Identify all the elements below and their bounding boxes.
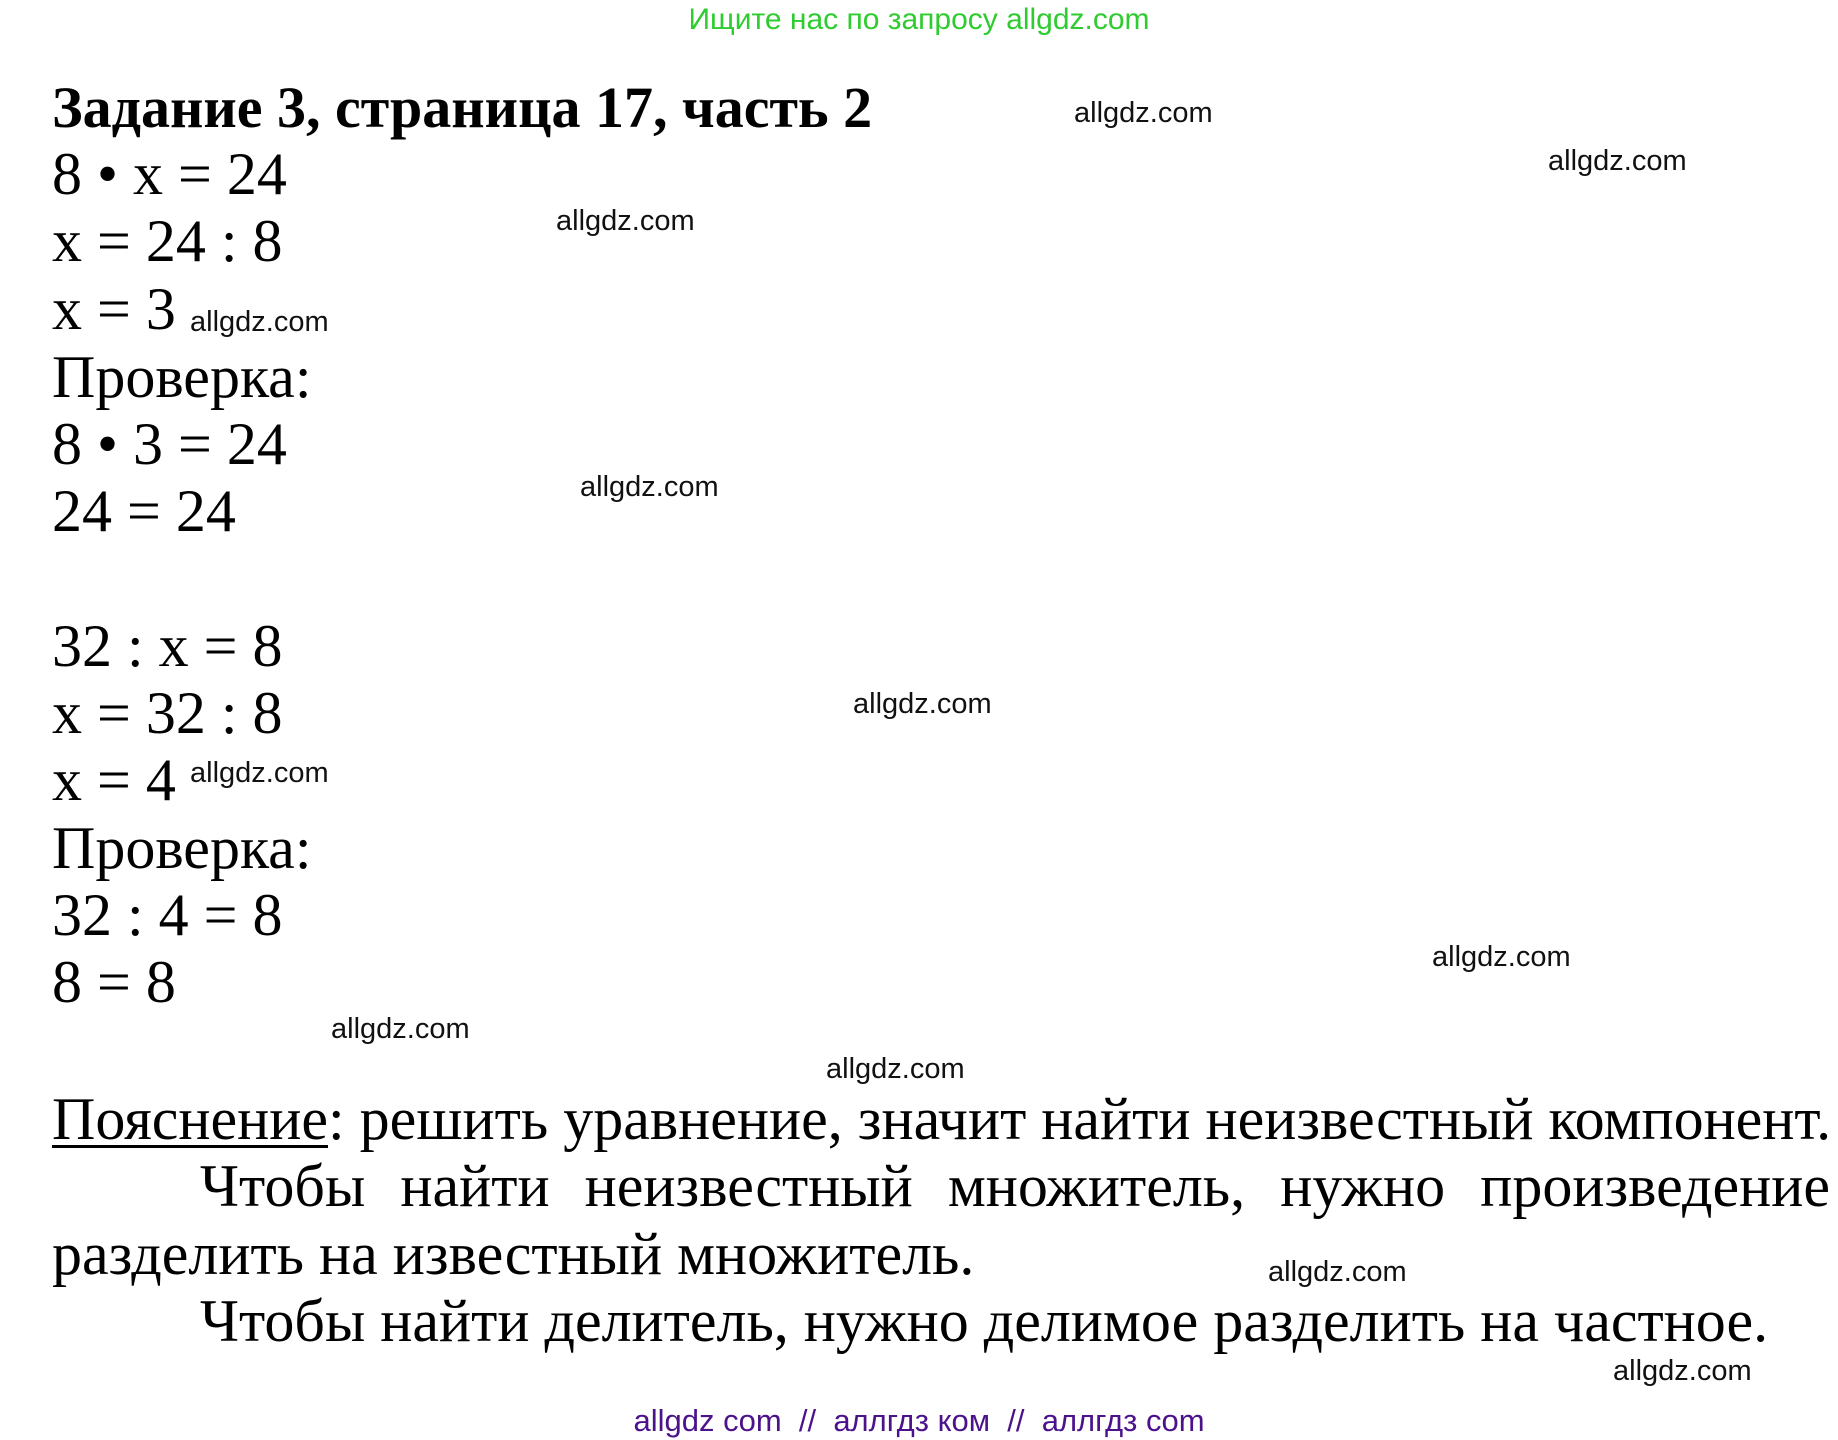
- watermark: allgdz.com: [853, 688, 992, 720]
- watermark: allgdz.com: [331, 1013, 470, 1045]
- equation1-check-line: 8 • 3 = 24: [52, 411, 287, 477]
- footer-links[interactable]: allgdz com // аллгдз ком // аллгдз com: [633, 1403, 1205, 1438]
- equation1-line: x = 24 : 8: [52, 208, 283, 274]
- equation2-line: x = 4: [52, 747, 176, 813]
- search-banner[interactable]: Ищите нас по запросу allgdz.com: [688, 3, 1150, 36]
- equation2-check-line: 32 : 4 = 8: [52, 882, 283, 948]
- watermark: allgdz.com: [1074, 97, 1213, 129]
- equation1-line: 8 • x = 24: [52, 141, 287, 207]
- explanation-line-2: Чтобы найти неизвестный множитель, нужно произведение: [200, 1153, 1830, 1219]
- explanation-line-4: Чтобы найти делитель, нужно делимое разделить на частное.: [200, 1288, 1769, 1354]
- equation2-check-line: 8 = 8: [52, 949, 176, 1015]
- watermark: allgdz.com: [190, 306, 329, 338]
- watermark: allgdz.com: [1548, 145, 1687, 177]
- equation2-line: x = 32 : 8: [52, 680, 283, 746]
- watermark: allgdz.com: [1432, 941, 1571, 973]
- watermark: allgdz.com: [826, 1053, 965, 1085]
- watermark: allgdz.com: [1613, 1355, 1752, 1387]
- watermark: allgdz.com: [580, 471, 719, 503]
- explanation-label: Пояснение: [52, 1086, 329, 1152]
- explanation-text: : решить уравнение, значит найти неизвестный компонент.: [328, 1086, 1832, 1152]
- equation1-check-label: Проверка:: [52, 344, 312, 410]
- watermark: allgdz.com: [1268, 1256, 1407, 1288]
- equation2-line: 32 : x = 8: [52, 613, 283, 679]
- explanation-line-1: [52, 1086, 1832, 1152]
- page-title: Задание 3, страница 17, часть 2: [52, 75, 873, 140]
- watermark: allgdz.com: [190, 757, 329, 789]
- explanation-line-3: разделить на известный множитель.: [52, 1221, 975, 1287]
- equation2-check-label: Проверка:: [52, 815, 312, 881]
- watermark: allgdz.com: [556, 205, 695, 237]
- equation1-check-line: 24 = 24: [52, 478, 236, 544]
- equation1-line: x = 3: [52, 276, 176, 342]
